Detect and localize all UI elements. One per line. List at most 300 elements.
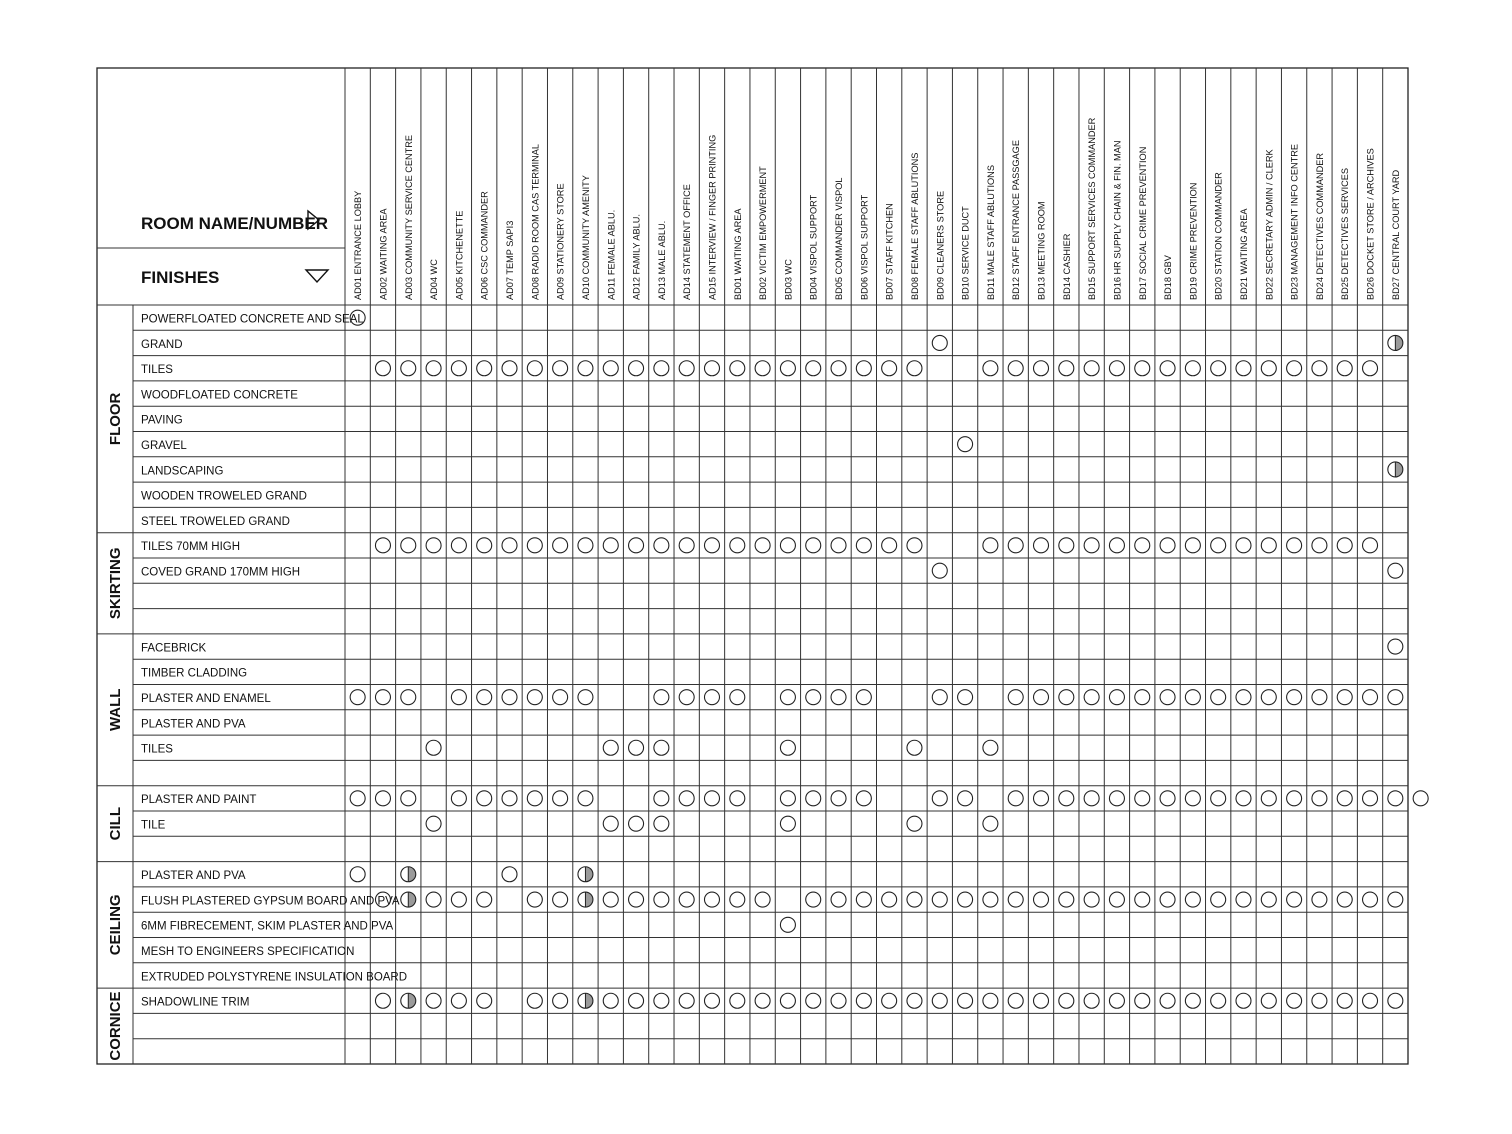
finish-mark-icon — [451, 892, 466, 907]
finish-mark-icon — [629, 892, 644, 907]
finish-mark-icon — [1236, 690, 1251, 705]
finish-mark-icon — [1008, 538, 1023, 553]
category-label: CILL — [107, 806, 124, 841]
finish-mark-icon — [426, 538, 441, 553]
finish-mark-icon — [401, 361, 416, 376]
category-label: CORNICE — [107, 991, 124, 1061]
finish-row-label: PLASTER AND PVA — [141, 718, 246, 731]
finish-mark-icon — [1236, 361, 1251, 376]
finish-mark-icon — [654, 791, 669, 806]
finish-mark-icon — [1059, 538, 1074, 553]
finish-row-label: COVED GRAND 170MM HIGH — [141, 566, 301, 579]
finish-mark-icon — [553, 993, 568, 1008]
finish-mark-icon — [527, 993, 542, 1008]
finish-mark-icon — [1084, 791, 1099, 806]
room-column-header: BD09 CLEANERS STORE — [935, 190, 946, 300]
finish-mark-icon — [1008, 361, 1023, 376]
finish-mark-icon — [1034, 538, 1049, 553]
finish-mark-icon — [553, 361, 568, 376]
schedule-header — [141, 211, 328, 287]
finish-mark-icon — [679, 690, 694, 705]
finish-mark-icon — [730, 361, 745, 376]
finish-mark-icon — [629, 361, 644, 376]
finish-mark-icon — [629, 993, 644, 1008]
finish-mark-icon — [1312, 791, 1327, 806]
finish-mark-icon — [1109, 791, 1124, 806]
finish-mark-icon — [704, 892, 719, 907]
finish-mark-icon — [958, 892, 973, 907]
triangle-down-icon — [306, 270, 328, 282]
finish-mark-icon — [780, 917, 795, 932]
finish-mark-icon — [780, 740, 795, 755]
finish-mark-icon — [1059, 791, 1074, 806]
finish-mark-icon — [1388, 892, 1403, 907]
finish-row-label: SHADOWLINE TRIM — [141, 996, 250, 1009]
finish-mark-icon — [603, 816, 618, 831]
finish-mark-icon — [1109, 892, 1124, 907]
finish-mark-icon — [780, 993, 795, 1008]
finish-mark-icon — [477, 791, 492, 806]
finish-mark-icon — [451, 538, 466, 553]
room-column-header: AD02 WAITING AREA — [378, 208, 389, 300]
finish-row-label: EXTRUDED POLYSTYRENE INSULATION BOARD — [141, 971, 408, 984]
finish-row-label: GRAND — [141, 338, 183, 351]
finish-mark-icon — [1337, 993, 1352, 1008]
finish-mark-icon — [350, 791, 365, 806]
finish-mark-icon — [1337, 361, 1352, 376]
finish-mark-icon — [502, 361, 517, 376]
finish-mark-icon — [1211, 993, 1226, 1008]
finish-mark-icon — [907, 740, 922, 755]
finish-mark-icon — [1211, 361, 1226, 376]
finish-mark-icon — [1034, 690, 1049, 705]
finish-mark-icon — [477, 361, 492, 376]
finish-mark-icon — [856, 361, 871, 376]
finish-mark-icon — [679, 993, 694, 1008]
room-column-header: BD17 SOCIAL CRIME PREVENTION — [1137, 146, 1148, 300]
finish-mark-icon — [932, 563, 947, 578]
finish-mark-icon — [806, 892, 821, 907]
finish-mark-icon — [451, 993, 466, 1008]
finish-mark-icon — [1287, 690, 1302, 705]
finish-mark-icon — [1388, 563, 1403, 578]
finish-mark-icon — [983, 361, 998, 376]
finish-row-label: TILES — [141, 364, 173, 377]
finish-mark-icon — [1109, 690, 1124, 705]
finish-mark-icon — [1261, 361, 1276, 376]
finish-mark-icon — [806, 690, 821, 705]
finish-mark-icon — [654, 538, 669, 553]
room-column-header: BD24 DETECTIVES COMMANDER — [1314, 152, 1325, 300]
finish-mark-icon — [1109, 538, 1124, 553]
finish-mark-icon — [375, 993, 390, 1008]
finish-mark-icon — [629, 816, 644, 831]
finish-mark-icon — [1388, 993, 1403, 1008]
finish-mark-icon — [527, 892, 542, 907]
room-column-header: AD09 STATIONERY STORE — [555, 183, 566, 300]
finish-mark-icon — [755, 993, 770, 1008]
finish-row-label: TILES — [141, 743, 173, 756]
room-column-header: BD25 DETECTIVES SERVICES — [1340, 167, 1351, 300]
finish-mark-icon — [654, 690, 669, 705]
finish-mark-icon — [1034, 361, 1049, 376]
room-column-header: AD15 INTERVIEW / FINGER PRINTING — [707, 134, 718, 300]
finish-mark-icon — [1261, 993, 1276, 1008]
finish-mark-icon — [1363, 538, 1378, 553]
finish-mark-icon — [1084, 690, 1099, 705]
finish-mark-icon — [1008, 993, 1023, 1008]
half-filled-mark-icon — [585, 993, 593, 1008]
finish-mark-icon — [1059, 993, 1074, 1008]
half-filled-mark-icon — [408, 993, 416, 1008]
finish-mark-icon — [679, 791, 694, 806]
finish-mark-icon — [1008, 690, 1023, 705]
finish-mark-icon — [831, 993, 846, 1008]
room-column-header: BD19 CRIME PREVENTION — [1188, 182, 1199, 300]
finish-mark-icon — [831, 892, 846, 907]
finish-mark-icon — [350, 867, 365, 882]
finish-row-label: LANDSCAPING — [141, 465, 224, 478]
finish-mark-icon — [1337, 690, 1352, 705]
finish-mark-icon — [375, 538, 390, 553]
room-column-header: BD08 FEMALE STAFF ABLUTIONS — [909, 152, 920, 300]
finish-mark-icon — [932, 892, 947, 907]
finish-mark-icon — [907, 361, 922, 376]
finish-mark-icon — [1059, 361, 1074, 376]
finish-mark-icon — [451, 690, 466, 705]
finish-mark-icon — [401, 690, 416, 705]
finish-row-label: STEEL TROWELED GRAND — [141, 515, 290, 528]
room-column-header: AD01 ENTRANCE LOBBY — [353, 190, 364, 300]
room-column-header: AD13 MALE ABLU. — [656, 220, 667, 300]
finish-mark-icon — [1363, 791, 1378, 806]
finish-mark-icon — [983, 892, 998, 907]
finish-mark-icon — [1312, 361, 1327, 376]
room-column-header: AD11 FEMALE ABLU. — [606, 209, 617, 300]
finish-row-label: MESH TO ENGINEERS SPECIFICATION — [141, 946, 355, 958]
finish-mark-icon — [1109, 993, 1124, 1008]
finish-row-label: TILES 70MM HIGH — [141, 541, 241, 554]
finish-mark-icon — [426, 892, 441, 907]
finish-row-label: WOODEN TROWELED GRAND — [141, 490, 307, 503]
finish-mark-icon — [477, 892, 492, 907]
finish-mark-icon — [932, 335, 947, 350]
finish-mark-icon — [1211, 690, 1226, 705]
finish-mark-icon — [806, 538, 821, 553]
finish-mark-icon — [375, 690, 390, 705]
finish-mark-icon — [958, 437, 973, 452]
finish-mark-icon — [958, 690, 973, 705]
finish-mark-icon — [1337, 791, 1352, 806]
finish-mark-icon — [578, 791, 593, 806]
room-column-header: BD12 STAFF ENTRANCE PASSGAGE — [1011, 140, 1022, 300]
finish-row-label: PLASTER AND PVA — [141, 870, 246, 883]
finish-mark-icon — [603, 538, 618, 553]
finish-mark-icon — [1236, 538, 1251, 553]
half-filled-mark-icon — [408, 892, 416, 907]
finish-mark-icon — [401, 538, 416, 553]
finish-mark-icon — [755, 361, 770, 376]
finish-mark-icon — [1185, 361, 1200, 376]
finish-mark-icon — [932, 690, 947, 705]
finish-mark-icon — [1261, 892, 1276, 907]
room-column-header: BD26 DOCKET STORE / ARCHIVES — [1365, 148, 1376, 300]
finish-mark-icon — [932, 993, 947, 1008]
room-column-header: BD01 WAITING AREA — [732, 208, 743, 300]
finish-mark-icon — [983, 538, 998, 553]
finish-mark-icon — [502, 867, 517, 882]
room-column-header: BD21 WAITING AREA — [1238, 208, 1249, 300]
finish-mark-icon — [1034, 993, 1049, 1008]
finish-mark-icon — [1059, 892, 1074, 907]
finish-mark-icon — [983, 740, 998, 755]
finish-mark-icon — [1363, 892, 1378, 907]
finish-mark-icon — [1337, 538, 1352, 553]
finish-mark-icon — [1236, 993, 1251, 1008]
finish-mark-icon — [1337, 892, 1352, 907]
finish-mark-icon — [704, 993, 719, 1008]
finish-mark-icon — [1312, 892, 1327, 907]
finish-mark-icon — [831, 690, 846, 705]
finish-mark-icon — [730, 791, 745, 806]
finish-mark-icon — [882, 361, 897, 376]
finish-mark-icon — [477, 538, 492, 553]
finish-mark-icon — [1312, 993, 1327, 1008]
room-column-header: AD14 STATEMENT OFFICE — [682, 184, 693, 300]
finish-mark-icon — [527, 538, 542, 553]
finish-mark-icon — [553, 690, 568, 705]
finish-mark-icon — [1236, 892, 1251, 907]
finish-mark-icon — [704, 361, 719, 376]
finish-mark-icon — [603, 740, 618, 755]
finish-mark-icon — [1034, 791, 1049, 806]
finish-mark-icon — [553, 538, 568, 553]
finish-mark-icon — [1084, 993, 1099, 1008]
finish-mark-icon — [502, 791, 517, 806]
finish-mark-icon — [679, 361, 694, 376]
finish-mark-icon — [1034, 892, 1049, 907]
finish-mark-icon — [1388, 791, 1403, 806]
finish-mark-icon — [527, 690, 542, 705]
finish-row-label: TILE — [141, 819, 166, 832]
room-column-header: BD03 WC — [783, 259, 794, 300]
finish-mark-icon — [780, 361, 795, 376]
finish-mark-icon — [730, 538, 745, 553]
finish-mark-icon — [856, 690, 871, 705]
room-column-header: BD06 VISPOL SUPPORT — [859, 194, 870, 300]
finish-mark-icon — [578, 690, 593, 705]
finish-mark-icon — [1185, 538, 1200, 553]
finish-mark-icon — [882, 538, 897, 553]
finish-mark-icon — [856, 791, 871, 806]
finish-mark-icon — [780, 690, 795, 705]
finish-mark-icon — [1160, 993, 1175, 1008]
finish-mark-icon — [629, 538, 644, 553]
finish-mark-icon — [831, 538, 846, 553]
finish-mark-icon — [983, 816, 998, 831]
finish-mark-icon — [451, 791, 466, 806]
finish-mark-icon — [1388, 639, 1403, 654]
finish-mark-icon — [907, 993, 922, 1008]
finish-mark-icon — [1135, 538, 1150, 553]
finish-mark-icon — [704, 538, 719, 553]
finish-mark-icon — [603, 892, 618, 907]
room-column-header: AD08 RADIO ROOM CAS TERMINAL — [530, 143, 541, 300]
finish-mark-icon — [1236, 791, 1251, 806]
room-column-header: BD13 MEETING ROOM — [1036, 201, 1047, 300]
finish-mark-icon — [654, 993, 669, 1008]
half-filled-mark-icon — [1395, 335, 1403, 350]
finish-mark-icon — [1059, 690, 1074, 705]
finish-mark-icon — [1084, 538, 1099, 553]
finish-mark-icon — [755, 538, 770, 553]
finish-row-label: TIMBER CLADDING — [141, 667, 248, 680]
room-column-header: BD27 CENTRAL COURT YARD — [1390, 169, 1401, 300]
finish-mark-icon — [730, 993, 745, 1008]
finish-mark-icon — [654, 892, 669, 907]
finish-mark-icon — [553, 892, 568, 907]
finish-mark-icon — [578, 538, 593, 553]
room-column-header: AD05 KITCHENETTE — [454, 210, 465, 300]
finish-mark-icon — [704, 791, 719, 806]
finish-mark-icon — [831, 361, 846, 376]
finish-categories — [107, 392, 124, 1060]
finish-rows — [141, 314, 407, 1009]
finish-mark-icon — [401, 791, 416, 806]
half-filled-mark-icon — [1395, 462, 1403, 477]
half-filled-mark-icon — [585, 867, 593, 882]
finish-mark-icon — [1135, 690, 1150, 705]
room-column-header: BD11 MALE STAFF ABLUTIONS — [985, 165, 996, 300]
room-column-header: BD15 SUPPORT SERVICES COMMANDER — [1087, 117, 1098, 300]
finish-mark-icon — [882, 892, 897, 907]
finish-mark-icon — [932, 791, 947, 806]
finish-mark-icon — [1008, 791, 1023, 806]
category-label: FLOOR — [107, 392, 124, 446]
finish-mark-icon — [831, 791, 846, 806]
half-filled-mark-icon — [585, 892, 593, 907]
finish-mark-icon — [1160, 361, 1175, 376]
finish-mark-icon — [679, 538, 694, 553]
finish-mark-icon — [1160, 791, 1175, 806]
finish-mark-icon — [806, 993, 821, 1008]
finish-mark-icon — [1211, 892, 1226, 907]
finish-row-label: PLASTER AND ENAMEL — [141, 693, 271, 705]
finish-mark-icon — [704, 690, 719, 705]
finish-mark-icon — [603, 993, 618, 1008]
finish-mark-icon — [375, 791, 390, 806]
finish-mark-icon — [553, 791, 568, 806]
room-column-header: BD20 STATION COMMANDER — [1213, 172, 1224, 300]
finish-mark-icon — [1312, 538, 1327, 553]
finish-mark-icon — [1084, 361, 1099, 376]
room-column-header: AD07 TEMP SAPI3 — [505, 220, 516, 300]
finish-row-label: FACEBRICK — [141, 642, 207, 655]
finish-mark-icon — [958, 993, 973, 1008]
finish-mark-icon — [527, 361, 542, 376]
finish-mark-icon — [679, 892, 694, 907]
finish-mark-icon — [1185, 690, 1200, 705]
finish-mark-icon — [1135, 993, 1150, 1008]
finish-mark-icon — [882, 993, 897, 1008]
finish-row-label: POWERFLOATED CONCRETE AND SEAL — [141, 313, 364, 326]
half-filled-mark-icon — [408, 867, 416, 882]
finish-mark-icon — [629, 740, 644, 755]
finish-mark-icon — [1287, 892, 1302, 907]
finish-mark-icon — [1185, 993, 1200, 1008]
finish-mark-icon — [856, 892, 871, 907]
category-label: CEILING — [107, 894, 124, 956]
finish-mark-icon — [1211, 538, 1226, 553]
finishes-label: FINISHES — [141, 268, 220, 287]
finish-mark-icon — [1160, 892, 1175, 907]
room-column-header: AD10 COMMUNITY AMENITY — [580, 175, 591, 300]
finish-mark-icon — [1135, 791, 1150, 806]
finish-mark-icon — [1287, 993, 1302, 1008]
finish-mark-icon — [1312, 690, 1327, 705]
room-column-header: AD03 COMMUNITY SERVICE CENTRE — [403, 134, 414, 300]
finish-mark-icon — [1084, 892, 1099, 907]
finish-mark-icon — [1261, 791, 1276, 806]
room-column-header: BD10 SERVICE DUCT — [960, 206, 971, 300]
category-label: WALL — [107, 688, 124, 732]
finish-mark-icon — [1413, 791, 1428, 806]
room-column-header: AD06 CSC COMMANDER — [479, 191, 490, 300]
finish-row-label: 6MM FIBRECEMENT, SKIM PLASTER AND PVA — [141, 920, 394, 933]
finish-mark-icon — [1135, 892, 1150, 907]
finish-mark-icon — [1287, 361, 1302, 376]
finish-mark-icon — [1135, 361, 1150, 376]
finish-mark-icon — [1160, 538, 1175, 553]
finish-mark-icon — [780, 538, 795, 553]
finish-mark-icon — [502, 538, 517, 553]
finish-mark-icon — [780, 816, 795, 831]
room-column-header: BD07 STAFF KITCHEN — [884, 203, 895, 300]
finish-mark-icon — [856, 993, 871, 1008]
finish-mark-icon — [1388, 690, 1403, 705]
room-column-header: BD05 COMMANDER VISPOL — [834, 177, 845, 300]
finish-mark-icon — [1185, 791, 1200, 806]
room-column-header: AD04 WC — [429, 259, 440, 300]
room-column-header: AD12 FAMILY ABLU. — [631, 214, 642, 300]
finish-mark-icon — [426, 993, 441, 1008]
finish-mark-icon — [730, 690, 745, 705]
finish-mark-icon — [1109, 361, 1124, 376]
finish-mark-icon — [1160, 690, 1175, 705]
finish-mark-icon — [1261, 690, 1276, 705]
finish-row-label: WOODFLOATED CONCRETE — [141, 389, 298, 402]
room-column-header: BD18 GBV — [1163, 255, 1174, 300]
finish-row-label: GRAVEL — [141, 440, 187, 452]
finish-mark-icon — [1363, 993, 1378, 1008]
finish-mark-icon — [1287, 791, 1302, 806]
finish-mark-icon — [477, 993, 492, 1008]
finish-mark-icon — [907, 892, 922, 907]
finish-mark-icon — [426, 361, 441, 376]
finish-mark-icon — [1008, 892, 1023, 907]
finish-mark-icon — [350, 690, 365, 705]
finish-mark-icon — [983, 993, 998, 1008]
room-column-header: BD02 VICTIM EMPOWERMENT — [758, 166, 769, 300]
finish-mark-icon — [730, 892, 745, 907]
finish-mark-icon — [502, 690, 517, 705]
finish-mark-icon — [578, 361, 593, 376]
finish-mark-icon — [375, 361, 390, 376]
finish-mark-icon — [654, 361, 669, 376]
finish-mark-icon — [806, 791, 821, 806]
finish-mark-icon — [1363, 690, 1378, 705]
finish-mark-icon — [1185, 892, 1200, 907]
